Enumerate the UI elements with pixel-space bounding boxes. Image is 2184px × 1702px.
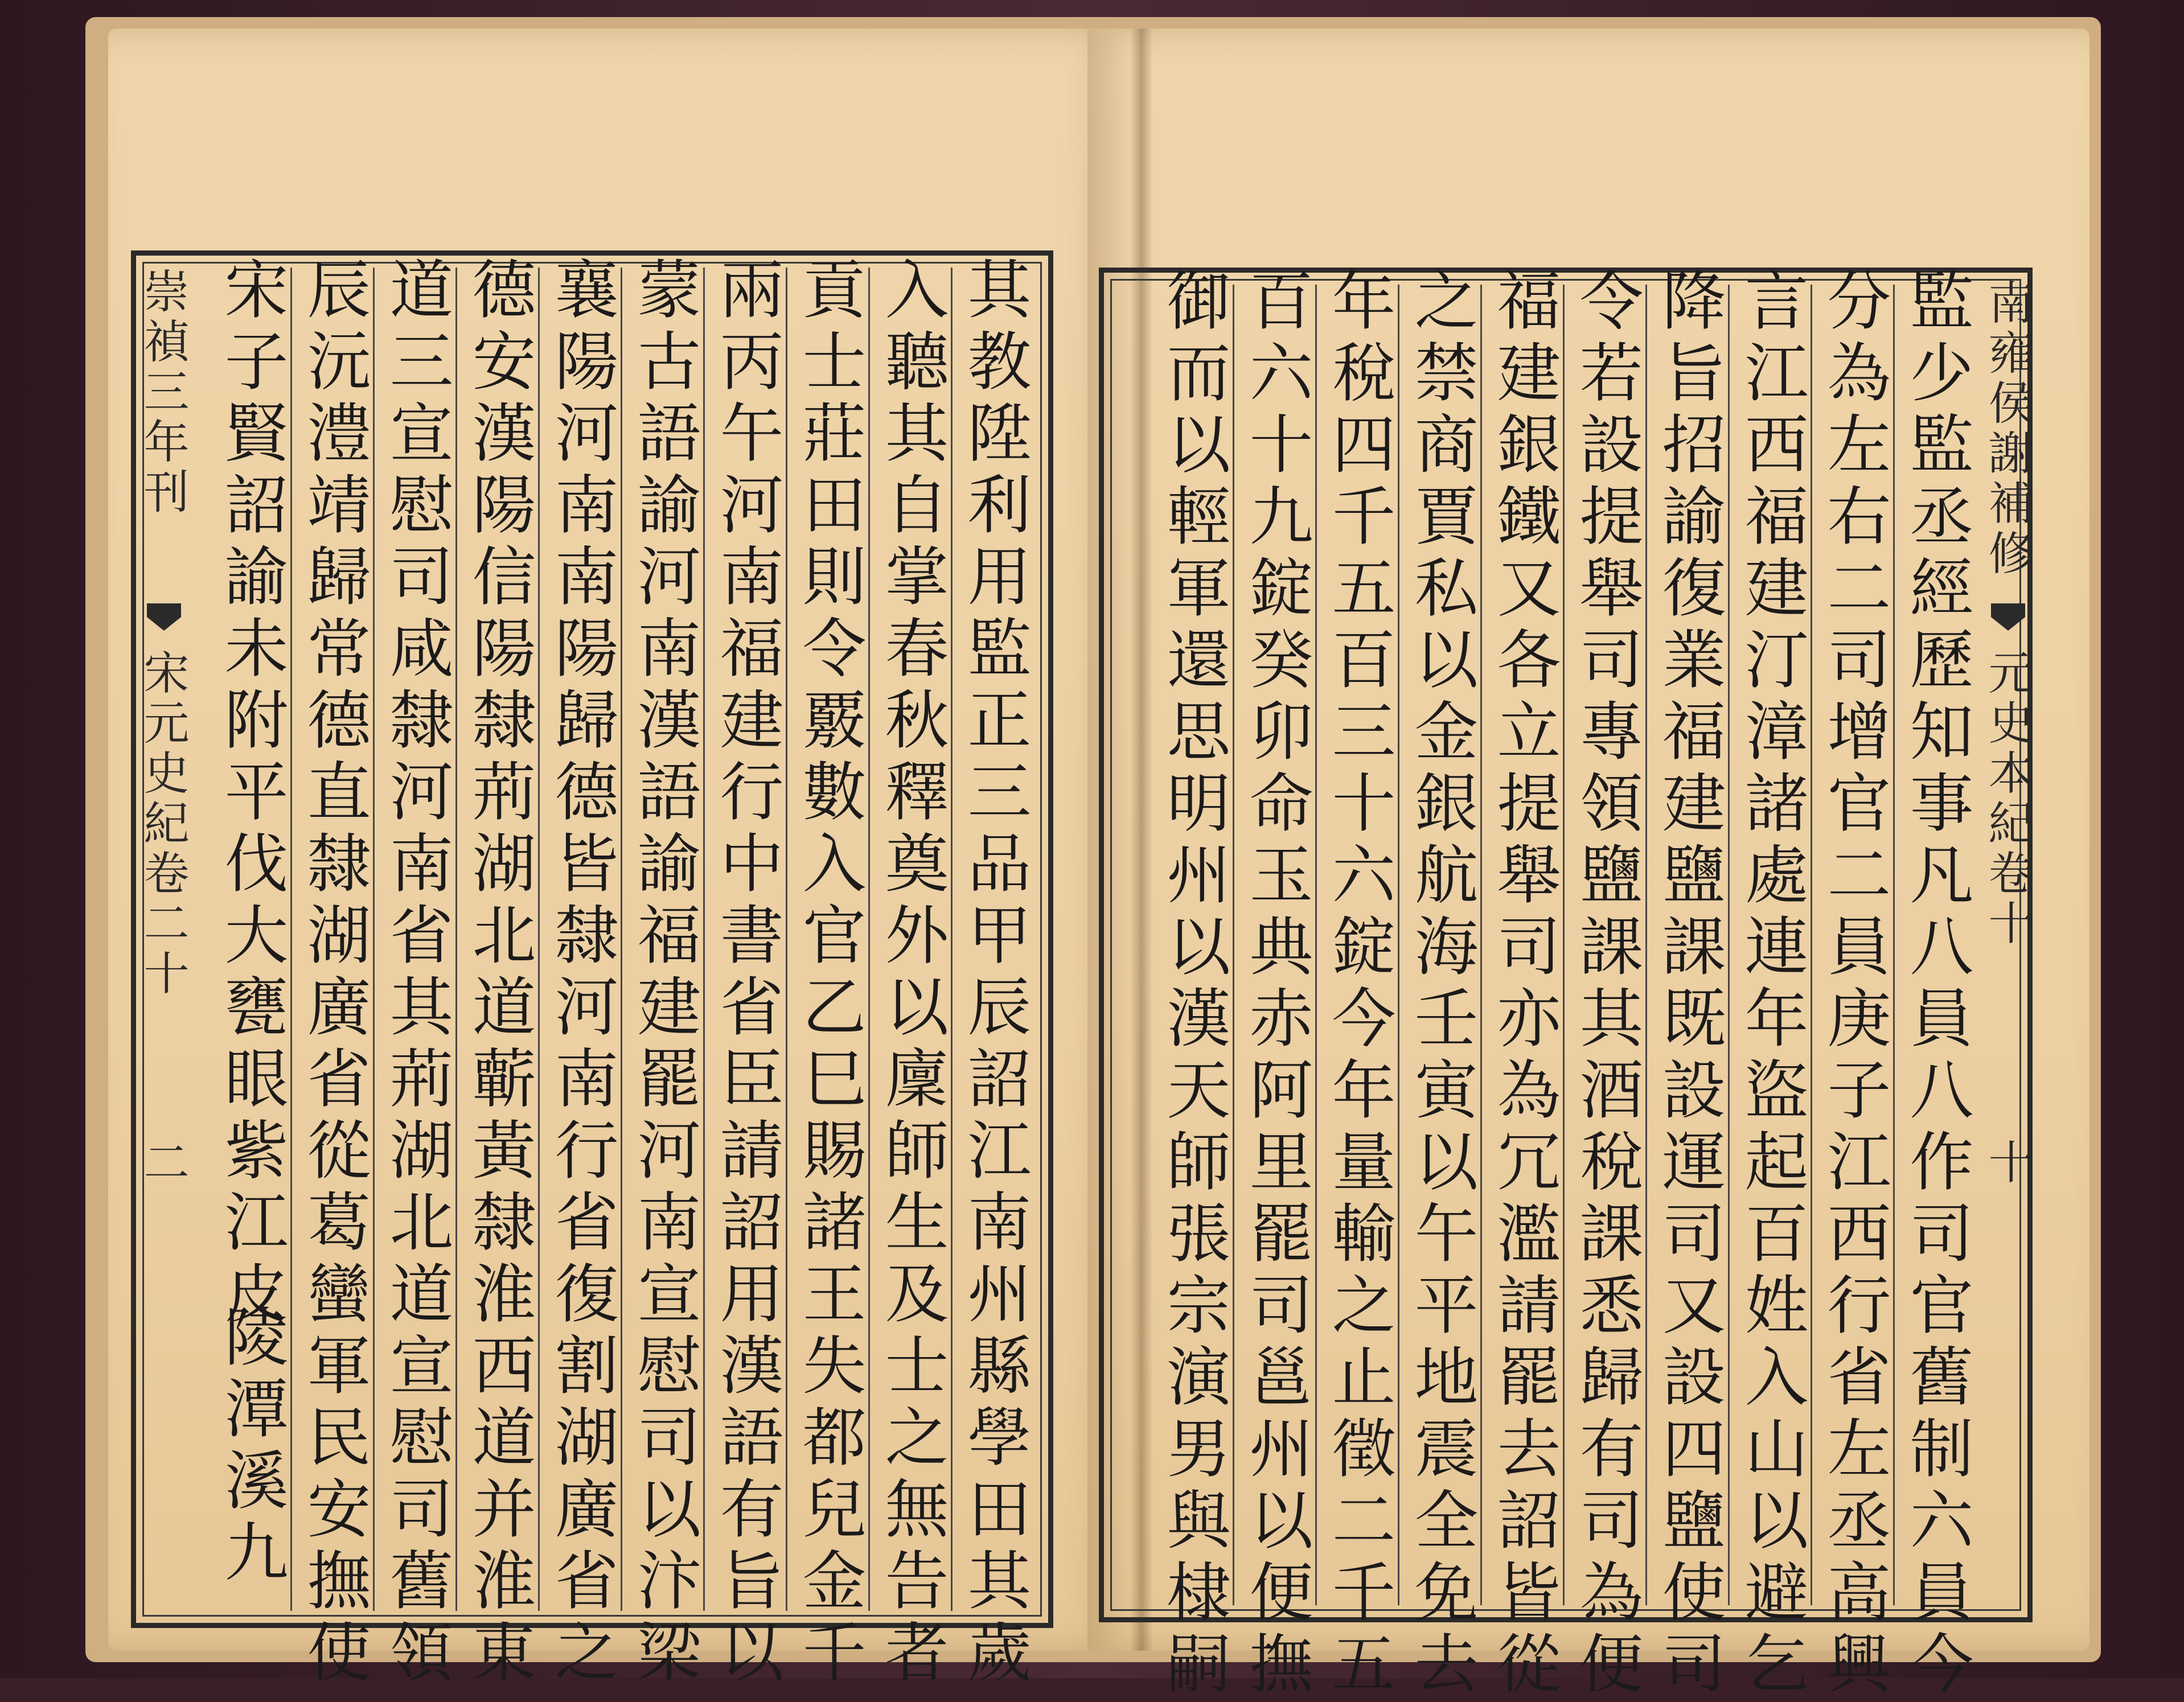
right-column-6: 福建銀鐵又各立提舉司亦為冗濫請罷去詔皆從	[1487, 268, 1561, 1702]
right-column-10: 御而以輕軍還思明州以漢天師張宗演男與棣嗣	[1156, 268, 1230, 1702]
column-rule	[1563, 285, 1565, 1605]
right-margin-book: 元史本紀卷十	[1981, 649, 2034, 949]
column-rule	[538, 268, 540, 1611]
left-column-10-tail: 陵潭溪九	[214, 1304, 288, 1590]
column-rule	[1893, 285, 1895, 1605]
column-rule	[1480, 285, 1482, 1605]
right-column-8: 年稅四千五百三十六錠今年量輸之止徵二千五	[1321, 268, 1395, 1702]
right-column-4: 降旨招諭復業福建鹽課既設運司又設四鹽使司	[1652, 268, 1726, 1702]
left-column-8: 道三宣慰司咸隸河南省其荊湖北道宣慰司舊領	[379, 256, 453, 1691]
left-column-7: 德安漢陽信陽隸荊湖北道蘄黃隸淮西道并淮東	[462, 256, 536, 1691]
left-column-2: 入聽其自掌春秋釋奠外以廩師生及士之無告者	[875, 256, 949, 1691]
left-column-4: 兩丙午河南福建行中書省臣請詔用漢語有旨以	[709, 256, 783, 1691]
right-column-3: 言江西福建汀漳諸處連年盜起百姓入山以避乞	[1734, 268, 1808, 1702]
left-page-number: 二	[136, 1138, 189, 1189]
column-rule	[703, 268, 705, 1611]
column-rule	[1315, 285, 1317, 1605]
column-rule	[455, 268, 457, 1611]
left-column-10: 宋子賢詔諭未附平伐大甕眼紫江皮	[214, 256, 288, 1332]
left-column-9: 辰沅澧靖歸常德直隸湖廣省從葛蠻軍民安撫使	[297, 256, 371, 1691]
right-column-9: 百六十九錠癸卯命玉典赤阿里罷司邕州以便撫	[1239, 268, 1313, 1702]
column-rule	[290, 268, 292, 1611]
left-column-6: 襄陽河南南陽歸德皆隸河南行省復割湖廣省之	[544, 256, 618, 1691]
left-column-5: 蒙古語諭河南漢語諭福建罷河南宣慰司以汴梁	[627, 256, 701, 1691]
column-rule	[951, 268, 953, 1611]
right-column-2: 分為左右二司增官二員庚子江西行省左丞高興	[1817, 268, 1891, 1702]
right-page-number: 十	[1981, 1138, 2034, 1189]
right-column-5: 令若設提舉司專領鹽課其酒稅課悉歸有司為便	[1569, 268, 1643, 1702]
column-rule	[621, 268, 622, 1611]
column-rule	[786, 268, 787, 1611]
left-margin-title: 崇禎三年刊	[136, 268, 189, 518]
column-rule	[1398, 285, 1399, 1605]
column-rule	[1233, 285, 1234, 1605]
column-rule	[373, 268, 375, 1611]
right-column-1: 監少監丞經歷知事凡八員八作司官舊制六員今	[1899, 268, 1973, 1702]
left-column-1: 其教陞利用監正三品甲辰詔江南州縣學田其歲	[957, 256, 1031, 1691]
column-rule	[1811, 285, 1812, 1605]
left-column-3: 貢士莊田則令覈數入官乙巳賜諸王失都兒金千	[792, 256, 866, 1691]
column-rule	[868, 268, 870, 1611]
column-rule	[1728, 285, 1730, 1605]
left-margin-book: 宋元史紀卷二十	[136, 649, 189, 1000]
right-margin-title: 南雍侯謝補修	[1981, 279, 2034, 579]
right-column-7: 之禁商賈私以金銀航海壬寅以午平地震全免去	[1404, 268, 1478, 1702]
column-rule	[1645, 285, 1647, 1605]
